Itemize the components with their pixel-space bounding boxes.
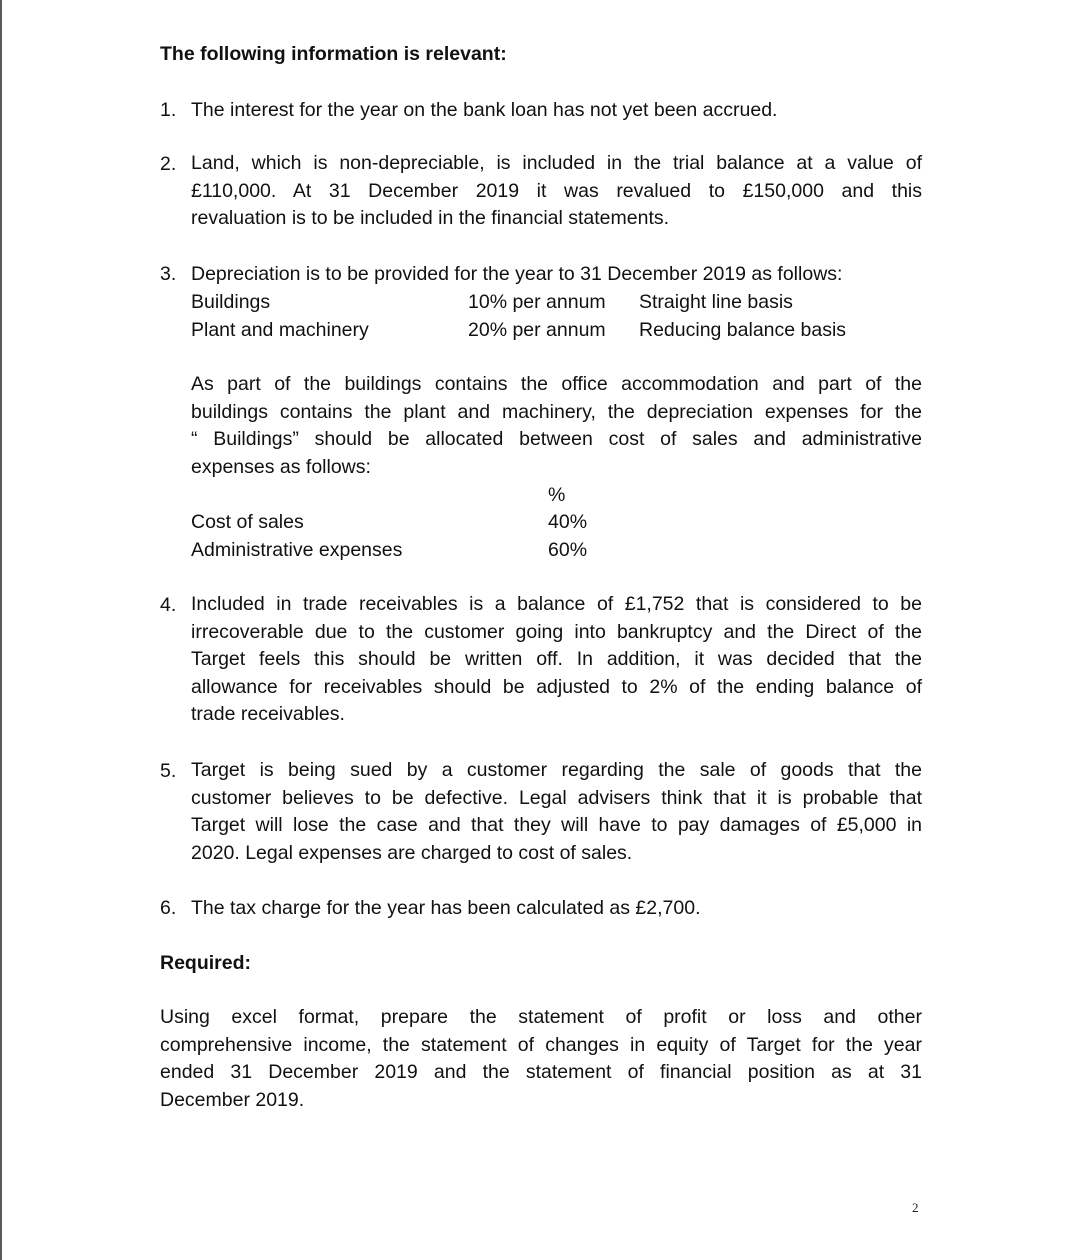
item-3-allocation-paragraph [191, 371, 922, 481]
item-6-number: 6. [160, 897, 177, 919]
depreciation-rate: 20% per annum [468, 319, 606, 341]
required-paragraph [160, 1004, 922, 1114]
depreciation-basis: Reducing balance basis [639, 319, 847, 341]
item-4-line: irrecoverable due to the customer going into bankruptcy and the Direct of the [191, 620, 922, 643]
item-2-line: revaluation is to be included in the financial statements. [191, 207, 670, 230]
item-1-number: 1. [160, 99, 177, 121]
allocation-label: Administrative expenses [191, 539, 403, 561]
item-3-intro: Depreciation is to be provided for the year to 31 December 2019 as follows: [191, 263, 843, 285]
section-heading: The following information is relevant: [160, 43, 507, 65]
allocation-label: Cost of sales [191, 511, 304, 533]
item-5-line: Target is being sued by a customer regarding the sale of goods that the [191, 759, 922, 781]
item-5-line: 2020. Legal expenses are charged to cost of sales. [191, 841, 633, 864]
item-5-number: 5. [160, 760, 177, 782]
required-line: December 2019. [160, 1088, 305, 1111]
item-5-line: Target will lose the case and that they will have to pay damages of £5,000 in [191, 814, 922, 837]
item-4-line: trade receivables. [191, 703, 345, 726]
item-2-line: Land, which is non-depreciable, is included in the trial balance at a value of [191, 152, 922, 174]
item-3-paragraph-line: As part of the buildings contains the office accommodation and part of the [191, 373, 922, 395]
depreciation-basis: Straight line basis [639, 291, 793, 313]
depreciation-asset: Plant and machinery [191, 319, 369, 341]
item-2-line: £110,000. At 31 December 2019 it was revalued to £150,000 and this [191, 179, 922, 202]
item-2-number: 2. [160, 153, 177, 175]
item-6-text: The tax charge for the year has been calculated as £2,700. [191, 897, 701, 919]
required-line: ended 31 December 2019 and the statement of financial position as at 31 [160, 1061, 922, 1084]
item-3-paragraph-line: “ Buildings” should be allocated between cost of sales and administrative [191, 428, 922, 451]
allocation-percent: 60% [548, 539, 588, 561]
page-number: 2 [912, 1200, 919, 1215]
item-5-paragraph [191, 757, 922, 867]
item-5-line: customer believes to be defective. Legal advisers think that it is probable that [191, 786, 922, 809]
item-4-line: Target feels this should be written off. In addition, it was decided that the [191, 648, 922, 671]
allocation-header-percent: % [548, 484, 566, 506]
item-2-paragraph [191, 150, 922, 233]
item-4-line: allowance for receivables should be adjusted to 2% of the ending balance of [191, 675, 922, 698]
depreciation-rate: 10% per annum [468, 291, 606, 313]
item-3-paragraph-line: buildings contains the plant and machinery, the depreciation expenses for the [191, 400, 922, 423]
required-heading: Required: [160, 952, 252, 974]
item-1-text: The interest for the year on the bank loan has not yet been accrued. [191, 99, 778, 121]
item-4-line: Included in trade receivables is a balance of £1,752 that is considered to be [191, 593, 922, 615]
required-line: Using excel format, prepare the statement of profit or loss and other [160, 1006, 922, 1028]
required-line: comprehensive income, the statement of changes in equity of Target for the year [160, 1033, 922, 1056]
item-3-paragraph-line: expenses as follows: [191, 455, 371, 478]
depreciation-asset: Buildings [191, 291, 271, 313]
item-4-number: 4. [160, 594, 177, 616]
item-4-paragraph [191, 591, 922, 729]
allocation-percent: 40% [548, 511, 588, 533]
item-3-number: 3. [160, 263, 177, 285]
